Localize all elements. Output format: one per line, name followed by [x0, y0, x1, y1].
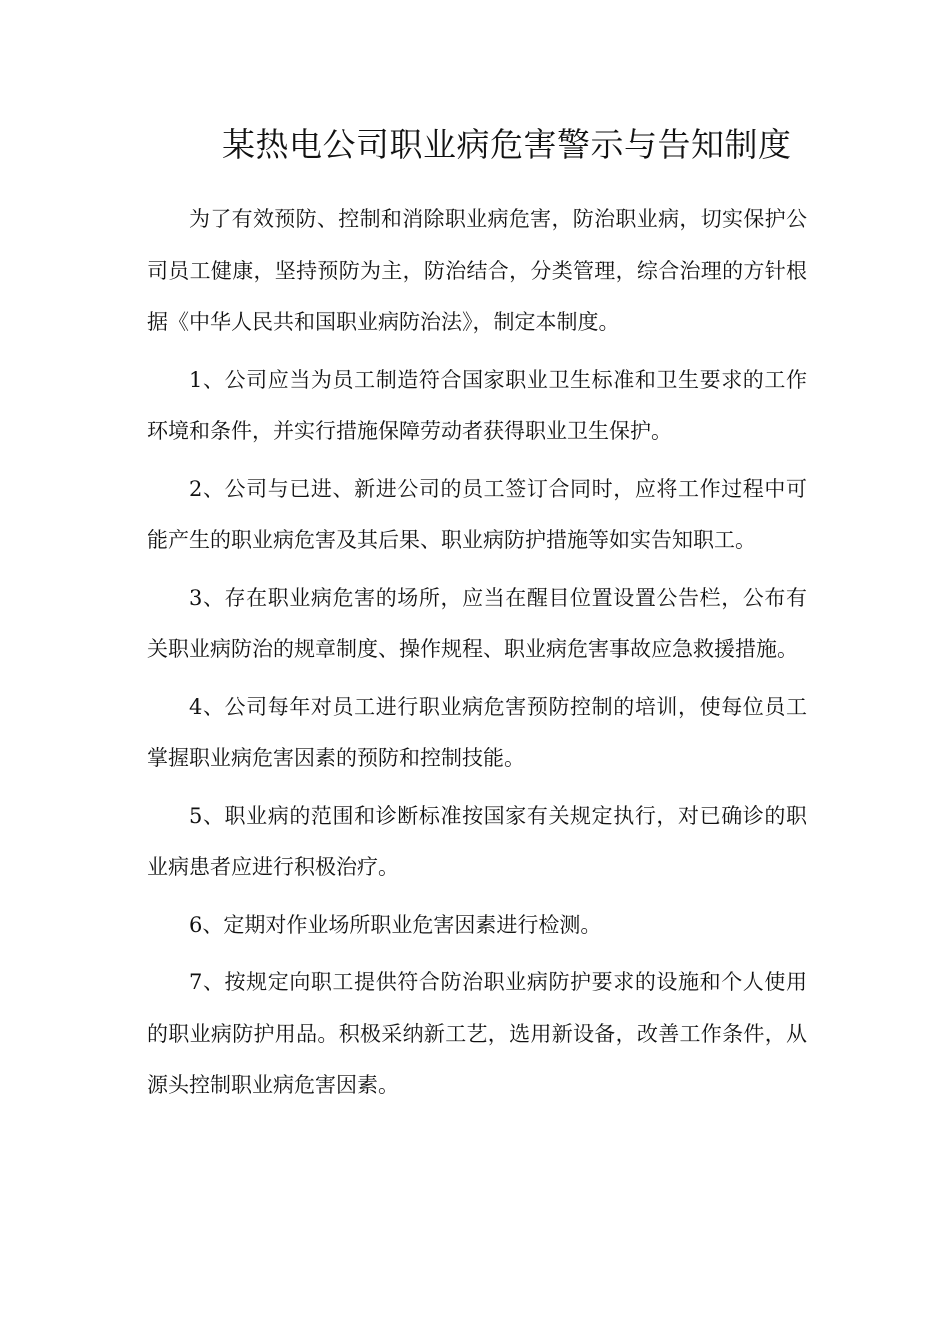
paragraph-item-1: 1、公司应当为员工制造符合国家职业卫生标准和卫生要求的工作环境和条件，并实行措施保障劳动者获得职业卫生保护。 [147, 367, 807, 443]
document-body [147, 194, 807, 1118]
paragraph-item-6: 6、定期对作业场所职业危害因素进行检测。 [189, 912, 602, 937]
paragraph-item-4: 4、公司每年对员工进行职业病危害预防控制的培训，使每位员工掌握职业病危害因素的预防和控制技能。 [147, 694, 807, 770]
paragraph-item-5: 5、职业病的范围和诊断标准按国家有关规定执行，对已确诊的职业病患者应进行积极治疗。 [147, 803, 807, 879]
paragraph-intro: 为了有效预防、控制和消除职业病危害，防治职业病，切实保护公司员工健康，坚持预防为主，防治结合，分类管理，综合治理的方针根据《中华人民共和国职业病防治法》，制定本制度。 [147, 207, 807, 334]
paragraph-item-2: 2、公司与已进、新进公司的员工签订合同时，应将工作过程中可能产生的职业病危害及其后果、职业病防护措施等如实告知职工。 [147, 476, 807, 552]
document-title: 某热电公司职业病危害警示与告知制度 [222, 125, 792, 164]
paragraph-item-7: 7、按规定向职工提供符合防治职业病防护要求的设施和个人使用的职业病防护用品。积极采纳新工艺，选用新设备，改善工作条件，从源头控制职业病危害因素。 [147, 970, 807, 1097]
paragraph-item-3: 3、存在职业病危害的场所，应当在醒目位置设置公告栏，公布有关职业病防治的规章制度、操作规程、职业病危害事故应急救援措施。 [147, 585, 807, 661]
